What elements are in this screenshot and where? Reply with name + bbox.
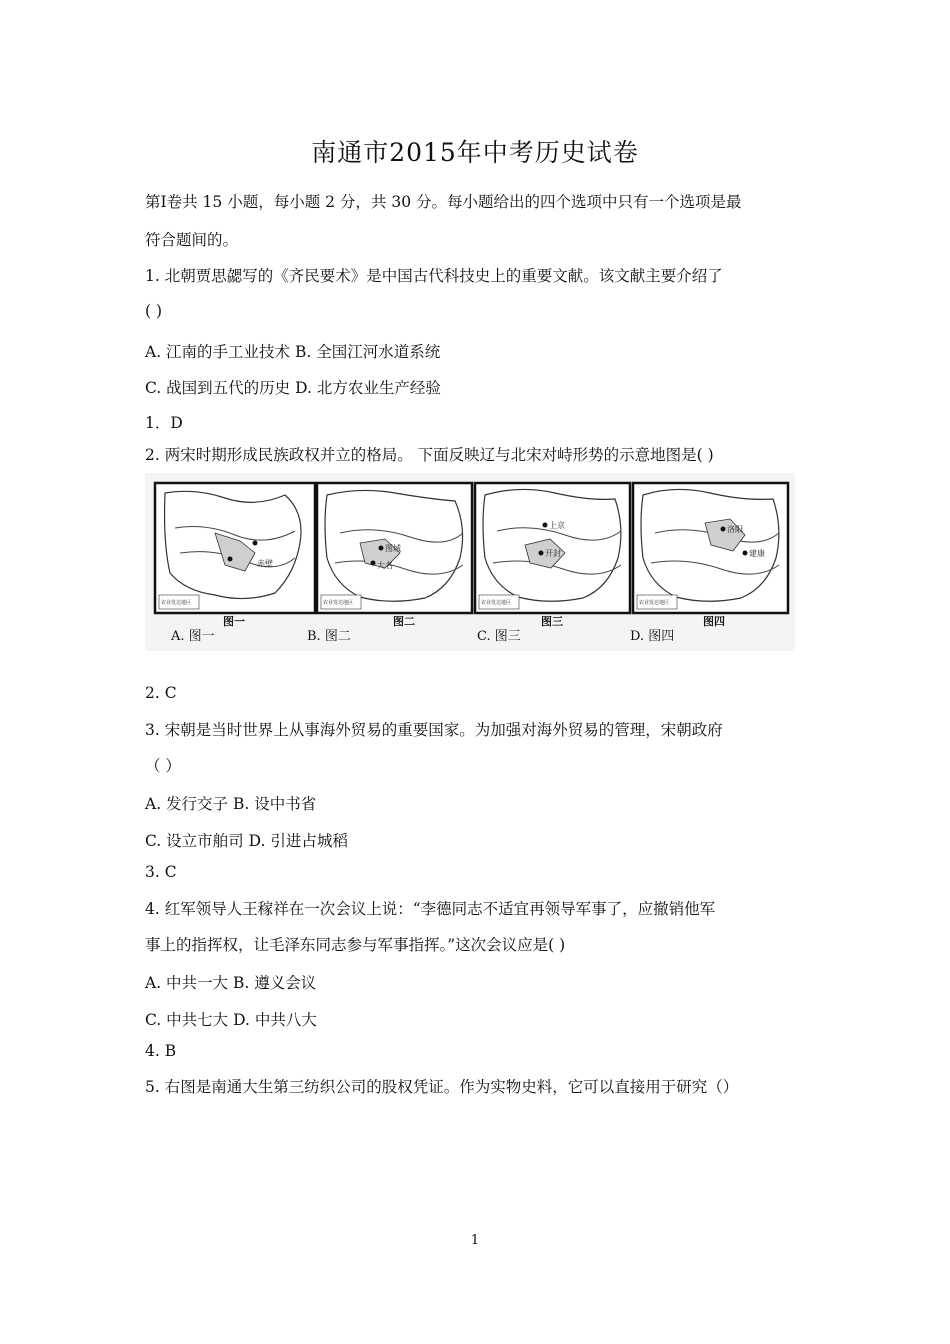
map-1-choice: A. 图一 <box>171 629 215 644</box>
map-3-legend: 农业发达地区 <box>481 600 512 606</box>
map-3-city-1: 上京 <box>549 521 565 530</box>
q3-paren: （ ） <box>145 757 181 775</box>
q4-stem-2: 事上的指挥权，让毛泽东同志参与军事指挥。”这次会议应是( ) <box>145 936 566 954</box>
q1-options-ab: A. 江南的手工业技术 B. 全国江河水道系统 <box>145 343 441 361</box>
map-4-city-1: 洛阳 <box>727 525 743 534</box>
map-2-choice: B. 图二 <box>307 629 351 644</box>
map-2-legend: 农业发达地区 <box>323 600 354 606</box>
map-4-choice: D. 图四 <box>630 629 675 644</box>
q2-stem: 2. 两宋时期形成民族政权并立的格局。 下面反映辽与北宋对峙形势的示意地图是( ) <box>145 446 714 464</box>
q3-answer: 3. C <box>145 863 177 881</box>
q1-paren: ( ) <box>145 302 163 320</box>
q3-options-cd: C. 设立市舶司 D. 引进占城稻 <box>145 832 348 850</box>
map-1-caption: 图一 <box>223 615 245 628</box>
map-2-city-2: 大名 <box>377 561 393 570</box>
q5-stem: 5. 右图是南通大生第三纺织公司的股权凭证。作为实物史料，它可以直接用于研究（） <box>145 1078 739 1096</box>
map-4-city-2: 建康 <box>749 549 765 558</box>
q1-options-cd: C. 战国到五代的历史 D. 北方农业生产经验 <box>145 379 441 397</box>
map-3-choice: C. 图三 <box>477 629 521 644</box>
map-2-caption: 图二 <box>393 615 415 628</box>
map-2-city-1: 图城 <box>385 544 401 553</box>
map-4 <box>633 483 788 613</box>
q2-answer: 2. C <box>145 684 177 702</box>
q1-stem: 1. 北朝贾思勰写的《齐民要术》是中国古代科技史上的重要文献。该文献主要介绍了 <box>145 267 723 285</box>
page-title: 南通市2015年中考历史试卷 <box>311 138 639 167</box>
map-1-legend: 农业发达地区 <box>161 600 192 606</box>
q4-options-cd: C. 中共七大 D. 中共八大 <box>145 1011 317 1029</box>
instructions-line-1: 第Ⅰ卷共 15 小题，每小题 2 分，共 30 分。每小题给出的四个选项中只有一个选项是最 <box>145 193 742 211</box>
q4-options-ab: A. 中共一大 B. 遵义会议 <box>145 974 317 992</box>
map-1 <box>155 483 315 613</box>
map-2 <box>317 483 472 613</box>
q2-map-figure <box>145 473 795 651</box>
q3-options-ab: A. 发行交子 B. 设中书省 <box>145 795 317 813</box>
map-3-caption: 图三 <box>541 615 563 628</box>
map-4-caption: 图四 <box>703 615 725 628</box>
map-4-legend: 农业发达地区 <box>639 600 670 606</box>
page-number: 1 <box>470 1233 480 1248</box>
q1-answer: 1．D <box>145 414 183 432</box>
map-3-city-2: 开封 <box>545 549 561 558</box>
map-1-city-1: 赤壁 <box>257 559 273 568</box>
instructions-line-2: 符合题间的。 <box>145 231 239 249</box>
q4-stem-1: 4. 红军领导人王稼祥在一次会议上说：“李德同志不适宜再领导军事了，应撤销他军 <box>145 900 716 918</box>
map-3 <box>475 483 630 613</box>
q3-stem: 3. 宋朝是当时世界上从事海外贸易的重要国家。为加强对海外贸易的管理，宋朝政府 <box>145 721 723 739</box>
q4-answer: 4. B <box>145 1042 177 1060</box>
